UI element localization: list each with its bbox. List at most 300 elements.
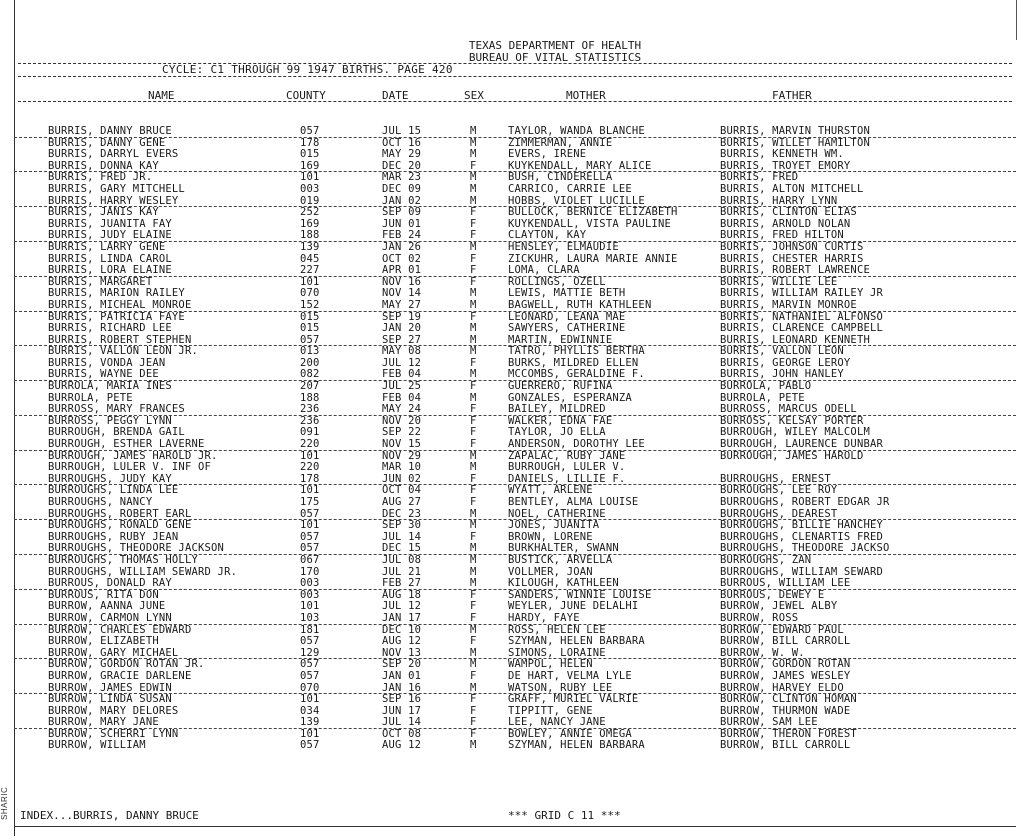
column-header-county: COUNTY <box>286 89 326 102</box>
cell-father: BURROUGH, WILEY MALCOLM <box>720 426 870 439</box>
cell-name: BURRIS, ROBERT STEPHEN <box>48 333 192 346</box>
table-row <box>14 265 1016 277</box>
cell-father: BURRIS, HARRY LYNN <box>720 194 838 207</box>
cell-father: BURROW, JEWEL ALBY <box>720 600 838 613</box>
table-row <box>14 671 1016 683</box>
cell-father: BURROUGHS, DEAREST <box>720 507 838 520</box>
cell-date: NOV 13 <box>382 646 422 659</box>
table-row <box>14 381 1016 393</box>
cell-sex: M <box>470 542 477 555</box>
cell-sex: M <box>470 577 477 590</box>
table-row <box>14 636 1016 648</box>
cell-date: FEB 27 <box>382 577 422 590</box>
cell-mother: BENTLEY, ALMA LOUISE <box>508 496 639 508</box>
cell-mother: LEWIS, MATTIE BETH <box>508 287 626 300</box>
cell-mother: DE HART, VELMA LYLE <box>508 669 632 682</box>
cell-name: BURROW, CHARLES EDWARD <box>48 623 192 636</box>
cell-sex: M <box>470 646 477 659</box>
cell-sex: M <box>470 519 477 532</box>
cell-father: BURRIS, ARNOLD NOLAN <box>720 217 851 230</box>
cell-father: BURROW, EDWARD PAUL <box>720 623 844 636</box>
cell-date: NOV 29 <box>382 449 422 462</box>
cell-father: BURRIS, VALLON LEON <box>720 345 844 358</box>
cell-sex: F <box>470 472 477 485</box>
cell-name: BURROUGH, JAMES HAROLD JR. <box>48 449 218 462</box>
cell-name: BURRIS, MARION RAILEY <box>48 287 185 300</box>
cell-date: FEB 04 <box>382 368 422 381</box>
cell-county: 067 <box>300 553 320 566</box>
cell-county: 057 <box>300 739 320 752</box>
table-row <box>14 242 1016 254</box>
cell-father: BURROW, HARVEY ELDO <box>720 681 844 694</box>
cell-county: 057 <box>300 333 320 346</box>
cell-father: BURROW, SAM LEE <box>720 716 818 729</box>
cell-sex: F <box>470 206 477 219</box>
cell-sex: M <box>470 298 477 311</box>
cell-mother: JONES, JUANITA <box>508 519 600 532</box>
table-row <box>14 497 1016 509</box>
cell-mother: WYATT, ARLENE <box>508 484 593 497</box>
cell-county: 103 <box>300 611 320 624</box>
cell-father: BURRIS, CLARENCE CAMPBELL <box>720 322 884 335</box>
cell-sex: F <box>470 588 477 601</box>
cell-name: BURRIS, DARRYL EVERS <box>48 148 179 161</box>
cell-county: 181 <box>300 623 320 636</box>
cell-date: JAN 16 <box>382 681 422 694</box>
cell-county: 003 <box>300 588 320 601</box>
cell-county: 057 <box>300 669 320 682</box>
cell-date: AUG 12 <box>382 635 422 648</box>
cell-sex: F <box>470 693 477 706</box>
cell-county: 070 <box>300 287 320 300</box>
cell-date: AUG 12 <box>382 739 422 752</box>
column-header-mother: MOTHER <box>566 89 606 102</box>
cell-mother: GUERRERO, RUFINA <box>508 380 613 393</box>
cell-father: BURROUGHS, THEODORE JACKSO <box>720 542 890 555</box>
cell-county: 057 <box>300 635 320 648</box>
cell-county: 057 <box>300 530 320 543</box>
cell-mother: CLAYTON, KAY <box>508 229 587 242</box>
cell-name: BURROUGHS, JUDY KAY <box>48 472 172 485</box>
cell-sex: M <box>470 565 477 578</box>
cell-sex: F <box>470 275 477 288</box>
cell-mother: SAWYERS, CATHERINE <box>508 322 626 335</box>
cell-sex: M <box>470 125 477 137</box>
cell-county: 015 <box>300 148 320 161</box>
cell-county: 013 <box>300 345 320 358</box>
cell-county: 101 <box>300 484 320 497</box>
cell-mother: HARDY, FAYE <box>508 611 580 624</box>
cell-mother: KILOUGH, KATHLEEN <box>508 577 619 590</box>
cell-name: BURROLA, MARIA INES <box>48 380 172 393</box>
cell-sex: F <box>470 716 477 729</box>
cell-father: BURROW, ROSS <box>720 611 799 624</box>
cell-mother: MARTIN, EDWINNIE <box>508 333 613 346</box>
cell-date: JAN 20 <box>382 322 422 335</box>
cell-name: BURRIS, JANIS KAY <box>48 206 159 219</box>
cell-county: 003 <box>300 182 320 195</box>
cell-name: BURRIS, HARRY WESLEY <box>48 194 179 207</box>
cell-father: BURROW, W. W. <box>720 646 805 659</box>
cell-mother: WEYLER, JUNE DELALHI <box>508 600 639 613</box>
cell-sex: F <box>470 600 477 613</box>
cell-father: BURROW, CLINTON HOMAN <box>720 693 857 706</box>
cell-name: BURROW, CARMON LYNN <box>48 611 172 624</box>
cell-name: BURRIS, DANNY BRUCE <box>48 125 172 137</box>
cell-date: JAN 26 <box>382 240 422 253</box>
cell-date: SEP 16 <box>382 693 422 706</box>
cell-father: BURRIS, CLINTON ELIAS <box>720 206 857 219</box>
cell-sex: F <box>470 669 477 682</box>
cell-date: JAN 17 <box>382 611 422 624</box>
cell-sex: M <box>470 553 477 566</box>
cell-date: JUL 14 <box>382 716 422 729</box>
column-header-father: FATHER <box>772 89 812 102</box>
cell-father: BURRIS, TROYET EMORY <box>720 159 851 172</box>
cell-date: SEP 20 <box>382 658 422 671</box>
table-row <box>14 555 1016 567</box>
cell-sex: F <box>470 264 477 277</box>
column-header-name: NAME <box>148 89 175 102</box>
cell-mother: BURROUGH, LULER V. <box>508 461 626 474</box>
cell-county: 169 <box>300 217 320 230</box>
cell-sex: F <box>470 727 477 740</box>
cell-county: 091 <box>300 426 320 439</box>
cell-mother: BAILEY, MILDRED <box>508 403 606 416</box>
cell-date: JUN 17 <box>382 704 422 717</box>
cell-county: 057 <box>300 542 320 555</box>
cell-county: 139 <box>300 240 320 253</box>
cell-sex: M <box>470 322 477 335</box>
cell-county: 227 <box>300 264 320 277</box>
cycle-line: CYCLE: C1 THROUGH 99 1947 BIRTHS. PAGE 420 <box>162 63 453 76</box>
cell-sex: F <box>470 356 477 369</box>
cell-date: OCT 02 <box>382 252 422 265</box>
cell-name: BURRIS, JUDY ELAINE <box>48 229 172 242</box>
cell-sex: F <box>470 484 477 497</box>
cell-date: DEC 20 <box>382 159 422 172</box>
cell-father: BURROUS, DEWEY E <box>720 588 825 601</box>
cell-name: BURROUGHS, RONALD GENE <box>48 519 192 532</box>
cell-name: BURROW, WILLIAM <box>48 739 146 752</box>
cell-father: BURRIS, JOHNSON CURTIS <box>720 240 864 253</box>
cell-name: BURROW, SCHERRI LYNN <box>48 727 179 740</box>
cell-date: MAY 24 <box>382 403 422 416</box>
cell-name: BURROUGHS, LINDA LEE <box>48 484 179 497</box>
side-label: SHARIC <box>0 786 9 820</box>
cell-county: 101 <box>300 600 320 613</box>
cell-date: DEC 15 <box>382 542 422 555</box>
cell-date: OCT 08 <box>382 727 422 740</box>
cell-date: DEC 10 <box>382 623 422 636</box>
cell-mother: HENSLEY, ELMAUDIE <box>508 240 619 253</box>
records-table <box>14 126 1016 752</box>
cell-sex: M <box>470 449 477 462</box>
cell-father: BURROSS, KELSAY PORTER <box>720 414 864 427</box>
cell-mother: VOLLMER, JOAN <box>508 565 593 578</box>
cell-county: 178 <box>300 136 320 149</box>
cell-date: APR 01 <box>382 264 422 277</box>
cell-county: 252 <box>300 206 320 219</box>
cell-county: 101 <box>300 275 320 288</box>
cell-mother: WAMPOL, HELEN <box>508 658 593 671</box>
cell-date: FEB 04 <box>382 391 422 404</box>
cell-mother: DANIELS, LILLIE F. <box>508 472 626 485</box>
cell-sex: M <box>470 461 477 474</box>
cell-date: JAN 01 <box>382 669 422 682</box>
cell-date: DEC 09 <box>382 182 422 195</box>
cell-mother: GONZALES, ESPERANZA <box>508 391 632 404</box>
cell-father: BURRIS, MARVIN THURSTON <box>720 125 870 137</box>
cell-date: MAY 08 <box>382 345 422 358</box>
cell-father: BURRIS, NATHANIEL ALFONSO <box>720 310 884 323</box>
cell-father: BURRIS, WILLIAM RAILEY JR <box>720 287 884 300</box>
cell-father: BURROUGH, JAMES HAROLD <box>720 449 864 462</box>
cell-name: BURROSS, PEGGY LYNN <box>48 414 172 427</box>
cell-mother: BAGWELL, RUTH KATHLEEN <box>508 298 652 311</box>
cell-mother: SZYMAN, HELEN BARBARA <box>508 739 645 752</box>
cell-name: BURROW, LINDA SUSAN <box>48 693 172 706</box>
cell-sex: M <box>470 681 477 694</box>
cell-date: JUL 12 <box>382 600 422 613</box>
index-line: INDEX...BURRIS, DANNY BRUCE <box>20 809 199 822</box>
cell-father: BURROUGHS, LEE ROY <box>720 484 838 497</box>
cell-name: BURROW, GRACIE DARLENE <box>48 669 192 682</box>
cell-name: BURRIS, PATRICIA FAYE <box>48 310 185 323</box>
cell-county: 170 <box>300 565 320 578</box>
cell-sex: M <box>470 240 477 253</box>
cell-date: OCT 16 <box>382 136 422 149</box>
cell-name: BURROLA, PETE <box>48 391 133 404</box>
cell-mother: ROSS, HELEN LEE <box>508 623 606 636</box>
table-row <box>14 323 1016 335</box>
table-row <box>14 740 1016 752</box>
cell-name: BURRIS, DANNY GENE <box>48 136 166 149</box>
cell-name: BURRIS, LORA ELAINE <box>48 264 172 277</box>
cell-mother: SANDERS, WINNIE LOUISE <box>508 588 652 601</box>
cell-name: BURROUGHS, THEODORE JACKSON <box>48 542 225 555</box>
cell-sex: M <box>470 148 477 161</box>
cell-mother: LEONARD, LEANA MAE <box>508 310 626 323</box>
cell-county: 129 <box>300 646 320 659</box>
cell-mother: GRAFF, MURIEL VALRIE <box>508 693 639 706</box>
bureau-title: BUREAU OF VITAL STATISTICS <box>468 51 642 64</box>
cell-sex: F <box>470 159 477 172</box>
cell-name: BURRIS, GARY MITCHELL <box>48 182 185 195</box>
cell-name: BURROUGHS, NANCY <box>48 496 153 508</box>
cell-father: BURROSS, MARCUS ODELL <box>720 403 857 416</box>
cell-sex: F <box>470 229 477 242</box>
cell-mother: WATSON, RUBY LEE <box>508 681 613 694</box>
document-page <box>14 4 1016 834</box>
cell-mother: BUSTICK, ARVELLA <box>508 553 613 566</box>
cell-name: BURROW, MARY DELORES <box>48 704 179 717</box>
cell-sex: F <box>470 403 477 416</box>
cell-father: BURROUGHS, BILLIE HANCHEY <box>720 519 884 532</box>
cell-sex: F <box>470 611 477 624</box>
cell-date: JUL 15 <box>382 125 422 137</box>
cell-father: BURRIS, ALTON MITCHELL <box>720 182 864 195</box>
cell-sex: M <box>470 368 477 381</box>
cell-date: MAR 23 <box>382 171 422 184</box>
cell-father: BURRIS, ROBERT LAWRENCE <box>720 264 870 277</box>
cell-date: SEP 30 <box>382 519 422 532</box>
cycle-divider <box>18 76 1012 77</box>
cell-county: 057 <box>300 507 320 520</box>
cell-sex: F <box>470 635 477 648</box>
cell-name: BURRIS, LARRY GENE <box>48 240 166 253</box>
cell-sex: M <box>470 623 477 636</box>
cell-sex: F <box>470 252 477 265</box>
cell-mother: HOBBS, VIOLET LUCILLE <box>508 194 645 207</box>
cell-father: BURRIS, FRED <box>720 171 799 184</box>
cell-father: BURROW, JAMES WESLEY <box>720 669 851 682</box>
cell-county: 175 <box>300 496 320 508</box>
cell-mother: ROLLINGS, OZELL <box>508 275 606 288</box>
agency-title: TEXAS DEPARTMENT OF HEALTH <box>468 39 642 52</box>
cell-date: FEB 24 <box>382 229 422 242</box>
cell-father: BURRIS, JOHN HANLEY <box>720 368 844 381</box>
cell-father: BURROW, THERON FOREST <box>720 727 857 740</box>
cell-date: NOV 20 <box>382 414 422 427</box>
table-row <box>14 613 1016 625</box>
cell-date: JUL 14 <box>382 530 422 543</box>
cell-name: BURROW, ELIZABETH <box>48 635 159 648</box>
cell-father: BURROLA, PETE <box>720 391 805 404</box>
cell-name: BURRIS, JUANITA FAY <box>48 217 172 230</box>
cell-sex: F <box>470 380 477 393</box>
cell-mother: BURKHALTER, SWANN <box>508 542 619 555</box>
cell-name: BURROUGH, LULER V. INF OF <box>48 461 212 474</box>
cell-county: 169 <box>300 159 320 172</box>
cell-county: 057 <box>300 658 320 671</box>
page-right-border <box>1016 0 1017 40</box>
cell-name: BURRIS, MICHEAL MONROE <box>48 298 192 311</box>
cell-father: BURRIS, KENNETH WM. <box>720 148 844 161</box>
cell-date: MAR 10 <box>382 461 422 474</box>
cell-name: BURRIS, VALLON LEON JR. <box>48 345 198 358</box>
cell-sex: M <box>470 739 477 752</box>
table-row <box>14 439 1016 451</box>
cell-mother: KUYKENDALL, MARY ALICE <box>508 159 652 172</box>
cell-sex: F <box>470 496 477 508</box>
cell-mother: NOEL, CATHERINE <box>508 507 606 520</box>
cell-date: AUG 27 <box>382 496 422 508</box>
cell-sex: M <box>470 182 477 195</box>
column-header-sex: SEX <box>464 89 484 102</box>
cell-sex: F <box>470 426 477 439</box>
cell-sex: M <box>470 171 477 184</box>
cell-date: MAY 29 <box>382 148 422 161</box>
cell-sex: M <box>470 391 477 404</box>
cell-mother: TAYLOR, WANDA BLANCHE <box>508 125 645 137</box>
cell-father: BURRIS, LEONARD KENNETH <box>720 333 870 346</box>
cell-sex: F <box>470 414 477 427</box>
cell-mother: ZIMMERMAN, ANNIE <box>508 136 613 149</box>
cell-date: JUN 02 <box>382 472 422 485</box>
cell-mother: KUYKENDALL, VISTA PAULINE <box>508 217 672 230</box>
cell-sex: M <box>470 194 477 207</box>
cell-father: BURROUS, WILLIAM LEE <box>720 577 851 590</box>
cell-father: BURROUGHS, ROBERT EDGAR JR <box>720 496 890 508</box>
cell-date: NOV 16 <box>382 275 422 288</box>
cell-name: BURROUGHS, THOMAS HOLLY <box>48 553 198 566</box>
cell-name: BURROUGH, ESTHER LAVERNE <box>48 438 205 451</box>
cell-date: SEP 27 <box>382 333 422 346</box>
cell-mother: ZAPALAC, RUBY JANE <box>508 449 626 462</box>
cell-date: JAN 02 <box>382 194 422 207</box>
cell-date: DEC 23 <box>382 507 422 520</box>
cell-date: JUL 08 <box>382 553 422 566</box>
cell-date: AUG 18 <box>382 588 422 601</box>
cell-mother: SZYMAN, HELEN BARBARA <box>508 635 645 648</box>
cell-mother: BOWLEY, ANNIE OMEGA <box>508 727 632 740</box>
cell-name: BURROW, GORDON ROTAN JR. <box>48 658 205 671</box>
cell-date: JUL 12 <box>382 356 422 369</box>
cell-date: SEP 09 <box>382 206 422 219</box>
cell-father: BURROUGHS, CLENARTIS FRED <box>720 530 884 543</box>
cell-date: MAY 27 <box>382 298 422 311</box>
cell-father: BURROUGHS, ZAN <box>720 553 812 566</box>
cell-mother: BUSH, CINDERELLA <box>508 171 613 184</box>
cell-father: BURROW, GORDON ROTAN <box>720 658 851 671</box>
cell-sex: F <box>470 217 477 230</box>
cell-mother: SIMONS, LORAINE <box>508 646 606 659</box>
cell-mother: CARRICO, CARRIE LEE <box>508 182 632 195</box>
cell-father: BURROUGHS, WILLIAM SEWARD <box>720 565 884 578</box>
cell-county: 236 <box>300 414 320 427</box>
table-row <box>14 578 1016 590</box>
cell-county: 236 <box>300 403 320 416</box>
cell-sex: M <box>470 136 477 149</box>
cell-name: BURRIS, FRED JR. <box>48 171 153 184</box>
cell-sex: F <box>470 310 477 323</box>
cell-county: 220 <box>300 461 320 474</box>
column-header-date: DATE <box>382 89 409 102</box>
grid-line: *** GRID C 11 *** <box>508 809 621 822</box>
cell-sex: M <box>470 333 477 346</box>
cell-county: 101 <box>300 449 320 462</box>
cell-sex: M <box>470 345 477 358</box>
cell-date: JUL 21 <box>382 565 422 578</box>
cell-name: BURRIS, LINDA CAROL <box>48 252 172 265</box>
cell-date: NOV 14 <box>382 287 422 300</box>
cell-name: BURRIS, MARGARET <box>48 275 153 288</box>
cell-county: 057 <box>300 125 320 137</box>
table-row <box>14 207 1016 219</box>
cell-father: BURROUGH, LAURENCE DUNBAR <box>720 438 884 451</box>
cell-county: 101 <box>300 693 320 706</box>
cell-date: SEP 19 <box>382 310 422 323</box>
cell-father: BURRIS, WILLET HAMILTON <box>720 136 870 149</box>
cell-name: BURROUGHS, WILLIAM SEWARD JR. <box>48 565 238 578</box>
cell-name: BURRIS, DONNA KAY <box>48 159 159 172</box>
cell-mother: BULLOCK, BERNICE ELIZABETH <box>508 206 678 219</box>
cell-county: 003 <box>300 577 320 590</box>
cell-father: BURROW, THURMON WADE <box>720 704 851 717</box>
cell-mother: ZICKUHR, LAURA MARIE ANNIE <box>508 252 678 265</box>
cell-county: 152 <box>300 298 320 311</box>
cell-county: 034 <box>300 704 320 717</box>
cell-date: NOV 15 <box>382 438 422 451</box>
cell-sex: M <box>470 658 477 671</box>
cell-mother: ANDERSON, DOROTHY LEE <box>508 438 645 451</box>
cell-mother: BROWN, LORENE <box>508 530 593 543</box>
cell-date: JUL 25 <box>382 380 422 393</box>
cell-sex: M <box>470 507 477 520</box>
cell-county: 220 <box>300 438 320 451</box>
cell-county: 207 <box>300 380 320 393</box>
